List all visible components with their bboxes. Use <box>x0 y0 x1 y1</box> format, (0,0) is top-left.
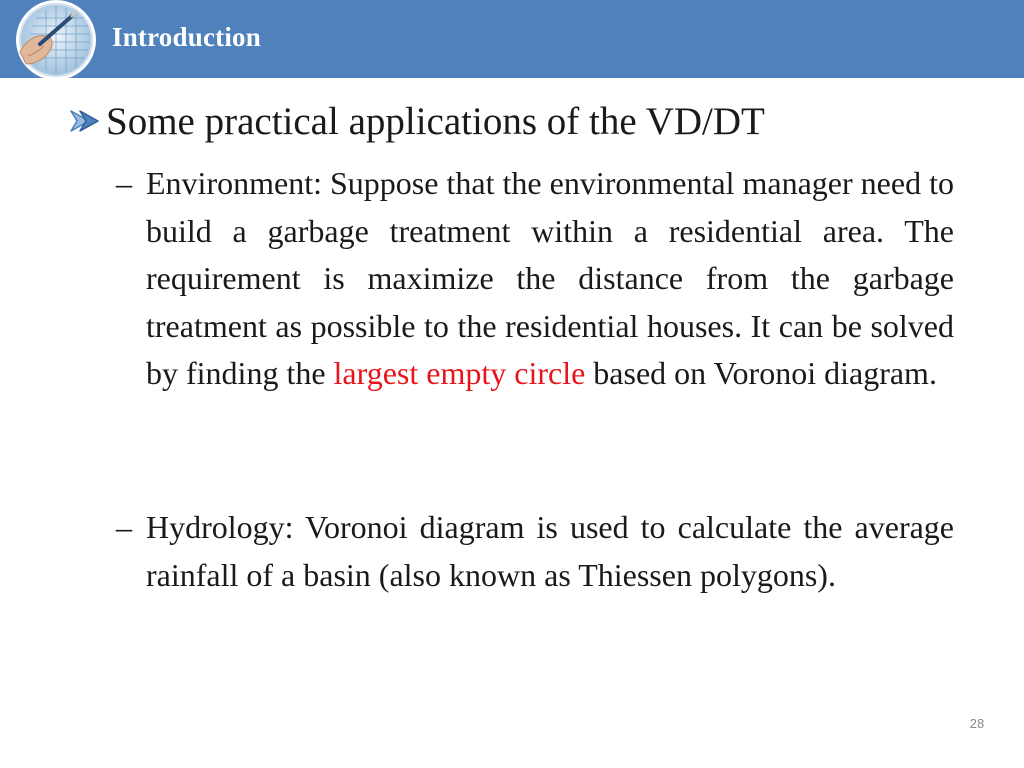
chevron-arrow-bullet-icon <box>68 108 104 138</box>
slide-title: Introduction <box>112 22 261 52</box>
highlighted-term: largest empty circle <box>333 355 586 391</box>
sub-bullet-environment <box>116 160 954 398</box>
dash-bullet: – <box>116 509 132 545</box>
sub-bullet-text: Hydrology: Voronoi diagram is used to calculate the average rainfall of a basin (also known as Thiessen polygons). <box>146 509 954 593</box>
sub-bullet-text <box>146 160 954 398</box>
environment-text-end: based on Voronoi diagram. <box>585 355 937 391</box>
hand-with-pen-logo-icon <box>6 0 108 80</box>
sub-bullet-hydrology <box>116 504 954 599</box>
title-bar <box>0 0 1024 78</box>
main-bullet <box>68 98 968 146</box>
environment-text-start: Environment: Suppose that the environmental manager need to build a garbage treatment within a residential area. The requirement is maximize the distance from the garbage treatment as possible to the residential houses. It can be solved by finding the <box>146 165 954 391</box>
dash-bullet: – <box>116 165 132 201</box>
main-bullet-text: Some practical applications of the VD/DT <box>106 100 765 143</box>
page-number: 28 <box>969 716 985 731</box>
